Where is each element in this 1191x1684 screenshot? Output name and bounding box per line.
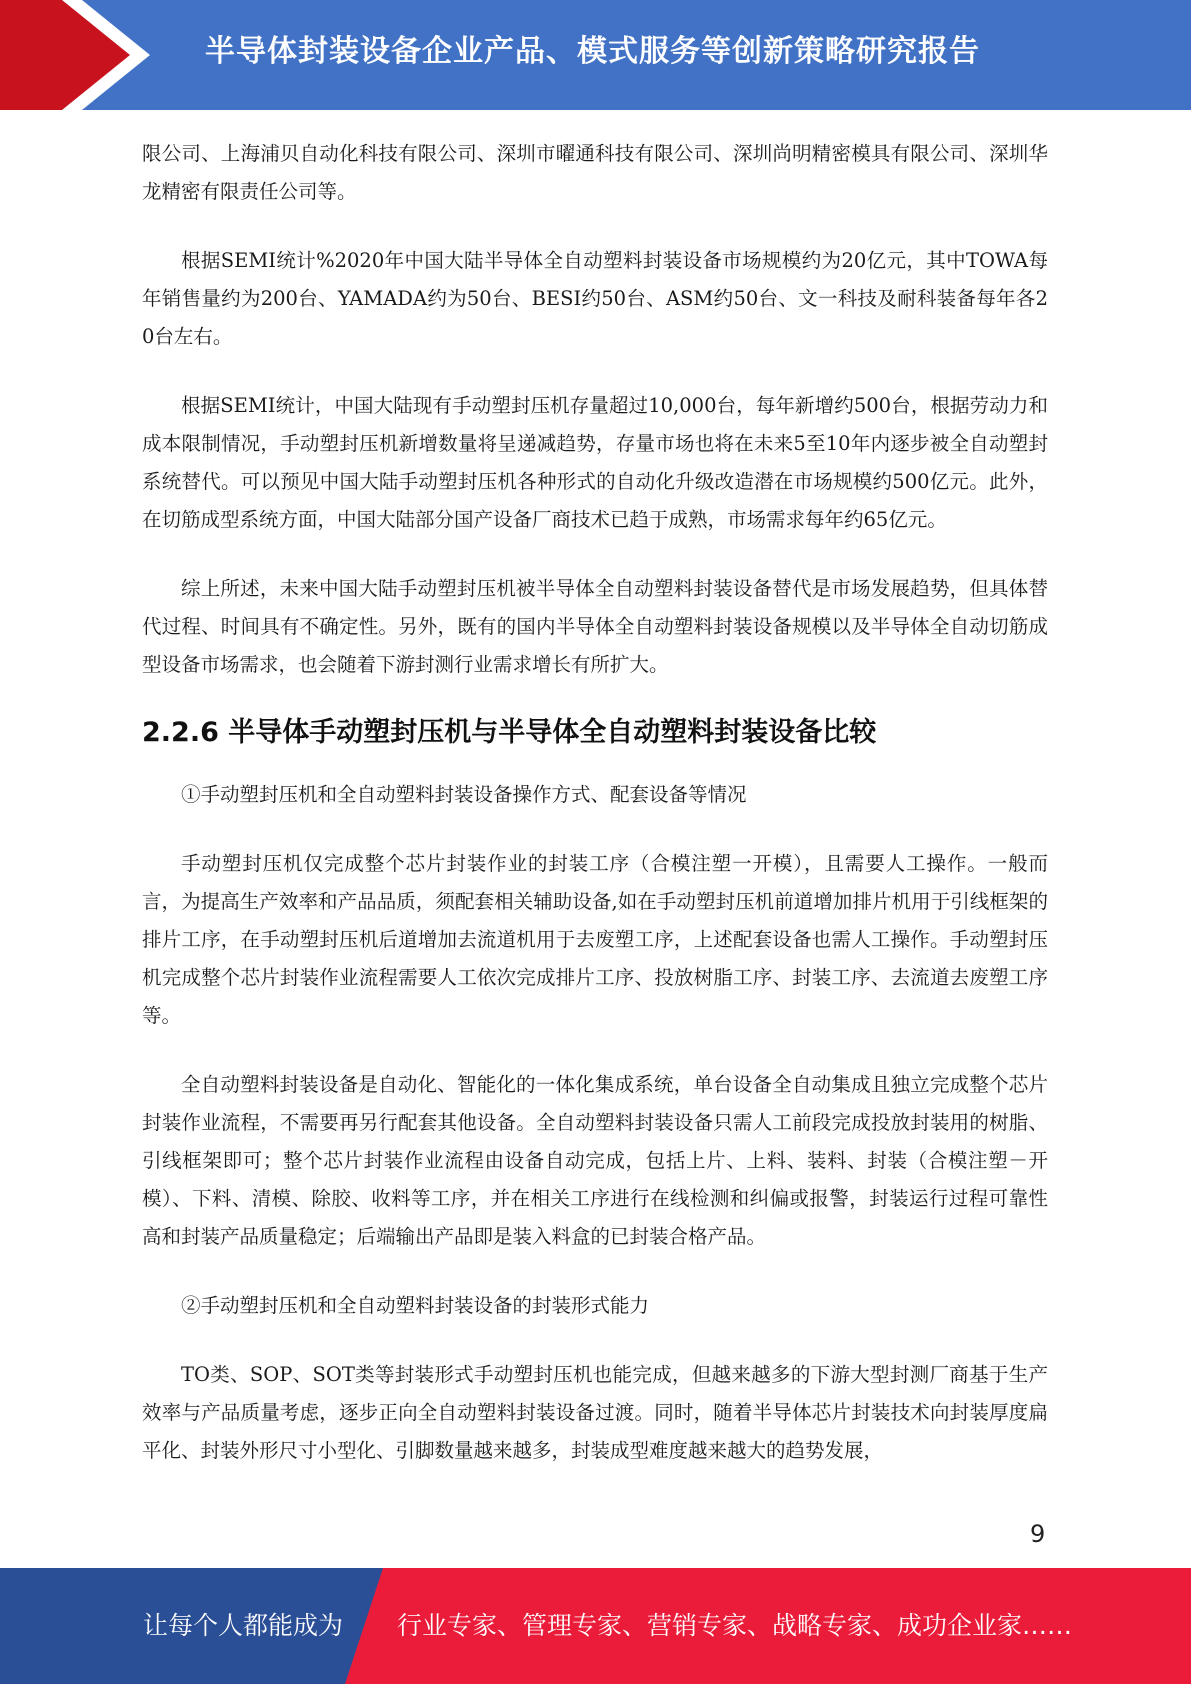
paragraph-summary: 综上所述，未来中国大陆手动塑封压机被半导体全自动塑料封装设备替代是市场发展趋势，但具体替代过程、时间具有不确定性。另外，既有的国内半导体全自动塑料封装设备规模以及半导体全自动切筋成型设备市场需求，也会随着下游封测行业需求增长有所扩大。 — [142, 577, 1048, 676]
footer-slogan-right: 行业专家、管理专家、营销专家、战略专家、成功企业家…… — [397, 1611, 1073, 1640]
footer-slogan-left: 让每个人都能成为 — [143, 1611, 344, 1640]
subheading-operation: ①手动塑封压机和全自动塑料封装设备操作方式、配套设备等情况 — [181, 783, 747, 806]
subheading-package-capability: ②手动塑封压机和全自动塑料封装设备的封装形式能力 — [181, 1294, 650, 1317]
section-heading: 2.2.6 半导体手动塑封压机与半导体全自动塑料封装设备比较 — [142, 717, 877, 748]
paragraph-market-size: 根据SEMI统计%2020年中国大陆半导体全自动塑料封装设备市场规模约为20亿元，其中TOWA每年销售量约为200台、YAMADA约为50台、BESI约50台、ASM约50台、文一科技及耐科装备每年各20台左右。 — [142, 249, 1048, 348]
report-title: 半导体封装设备企业产品、模式服务等创新策略研究报告 — [205, 34, 980, 69]
paragraph-manual-press: 手动塑封压机仅完成整个芯片封装作业的封装工序（合模注塑一开模），且需要人工操作。一般而言，为提高生产效率和产品品质，须配套相关辅助设备,如在手动塑封压机前道增加排片机用于引线框架的排片工序，在手动塑封压机后道增加去流道机用于去废塑工序，上述配套设备也需人工操作。手动塑封压机完成整个芯片封装作业流程需要人工依次完成排片工序、投放树脂工序、封装工序、去流道去废塑工序等。 — [142, 852, 1048, 1027]
paragraph-manual-press-stock: 根据SEMI统计，中国大陆现有手动塑封压机存量超过10,000台，每年新增约500台，根据劳动力和成本限制情况，手动塑封压机新增数量将呈递减趋势，存量市场也将在未来5至10年内逐步被全自动塑封系统替代。可以预见中国大陆手动塑封压机各种形式的自动化升级改造潜在市场规模约500亿元。此外，在切筋成型系统方面，中国大陆部分国产设备厂商技术已趋于成熟，市场需求每年约65亿元。 — [142, 394, 1048, 531]
document-body — [142, 135, 1048, 1470]
page-number: 9 — [1030, 1520, 1046, 1548]
paragraph-company-list: 限公司、上海浦贝自动化科技有限公司、深圳市曜通科技有限公司、深圳尚明精密模具有限公司、深圳华龙精密有限责任公司等。 — [142, 142, 1048, 203]
red-chevron-icon — [0, 0, 160, 110]
page-header — [0, 0, 1191, 110]
paragraph-package-forms: TO类、SOP、SOT类等封装形式手动塑封压机也能完成，但越来越多的下游大型封测厂商基于生产效率与产品质量考虑，逐步正向全自动塑料封装设备过渡。同时，随着半导体芯片封装技术向封装厚度扁平化、封装外形尺寸小型化、引脚数量越来越多，封装成型难度越来越大的趋势发展， — [142, 1363, 1048, 1462]
page-footer — [0, 1568, 1191, 1684]
paragraph-automatic-equipment: 全自动塑料封装设备是自动化、智能化的一体化集成系统，单台设备全自动集成且独立完成整个芯片封装作业流程，不需要再另行配套其他设备。全自动塑料封装设备只需人工前段完成投放封装用的树脂、引线框架即可；整个芯片封装作业流程由设备自动完成，包括上片、上料、装料、封装（合模注塑－开模）、下料、清模、除胶、收料等工序，并在相关工序进行在线检测和纠偏或报警，封装运行过程可靠性高和封装产品质量稳定；后端输出产品即是装入料盒的已封装合格产品。 — [142, 1073, 1048, 1248]
